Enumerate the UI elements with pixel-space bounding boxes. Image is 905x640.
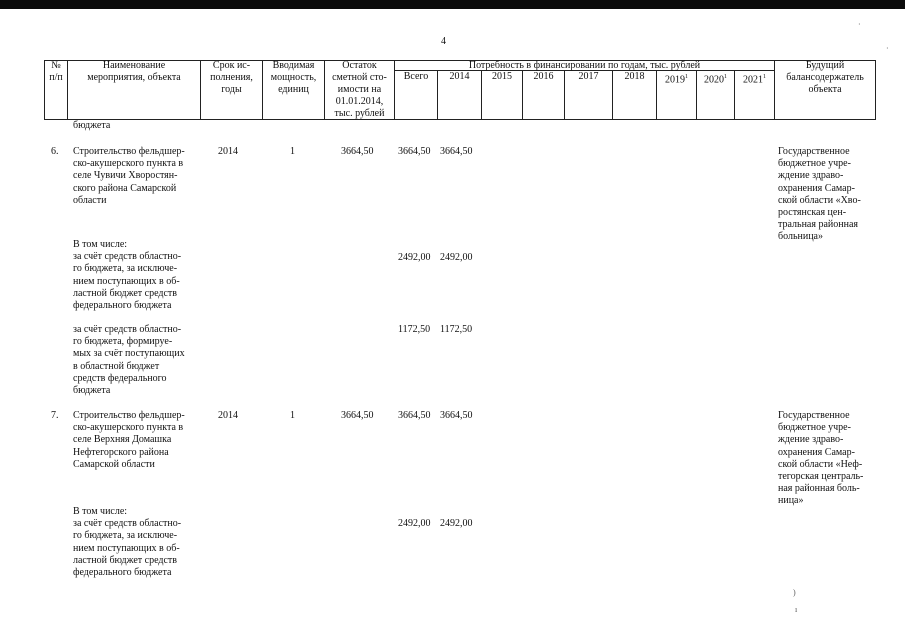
scan-speck: ı [795,605,798,614]
row-name: Строительство фельдшер- ско-акушерского пункта в селе Верхняя Домашка Нефтегорского района Самарской области [73,410,185,470]
row-subitem-name: В том числе: за счёт средств областно- го бюджета, за исключе- нием поступающих в об- ластной бюджет средств федерального бюджета [73,239,182,312]
page-number: 4 [441,36,446,47]
row-subitem-2014: 2492,00 [440,518,473,529]
row-subitem-2014: 2492,00 [440,252,473,263]
row-remainder: 3664,50 [341,146,374,157]
row-capacity: 1 [290,410,295,421]
row-2014: 3664,50 [440,146,473,157]
scan-top-border [0,0,905,9]
row-subitem-total: 1172,50 [398,324,431,335]
header-year-2017: 2017 [578,71,599,82]
table-header [44,60,876,120]
row-name: Строительство фельдшер- ско-акушерского пункта в селе Чувичи Хворостян- ского района Самарской области [73,146,185,206]
row-number: 7. [51,410,59,421]
row-subitem-total: 2492,00 [398,252,431,263]
header-capacity: Вводимая мощность, единиц [270,60,317,95]
header-financing: Потребность в финансировании по годам, тыс. рублей [468,60,701,71]
header-year-2020: 2020$^1$ [704,74,727,86]
header-year-2018: 2018 [624,71,645,82]
row-2014: 3664,50 [440,410,473,421]
row-remainder: 3664,50 [341,410,374,421]
row-subitem-total: 2492,00 [398,518,431,529]
header-num: № п/п [49,60,63,83]
row-total: 3664,50 [398,410,431,421]
row-subitem-2014: 1172,50 [440,324,473,335]
row-holder: Государственное бюджетное учре- ждение здраво- охранения Самар- ской области «Хво- ростянская цен- тральная районная больница» [778,146,861,243]
header-year-2021: 2021$^1$ [743,74,766,86]
header-year-2015: 2015 [492,71,512,82]
header-year-2016: 2016 [533,71,554,82]
header-remainder: Остаток сметной сто- имости на 01.01.2014, тыс. рублей [332,60,387,119]
row-subitem-name: В том числе: за счёт средств областно- го бюджета, за исключе- нием поступающих в об- ластной бюджет средств федерального бюджета [73,506,182,579]
header-name: Наименование мероприятия, объекта [87,60,181,83]
row-term: 2014 [218,146,238,157]
header-year-total: Всего [403,71,429,82]
continuation-text: бюджета [73,120,111,131]
header-year-2019: 2019$^1$ [665,74,688,86]
scan-speck: · [858,20,861,29]
row-number: 6. [51,146,59,157]
row-subitem-name: за счёт средств областно- го бюджета, формируе- мых за счёт поступающих в областной бюджет средств федерального бюджета [73,324,185,397]
row-holder: Государственное бюджетное учре- ждение здраво- охранения Самар- ской области «Неф- тегорская централь- ная районная боль- ница» [778,410,864,507]
row-capacity: 1 [290,146,295,157]
row-total: 3664,50 [398,146,431,157]
row-term: 2014 [218,410,238,421]
header-term: Срок ис- полнения, годы [210,60,253,95]
scan-speck: ) [793,588,796,597]
scan-speck: · [886,44,889,53]
header-holder: Будущий балансодержатель объекта [786,60,864,95]
header-year-2014: 2014 [449,71,470,82]
